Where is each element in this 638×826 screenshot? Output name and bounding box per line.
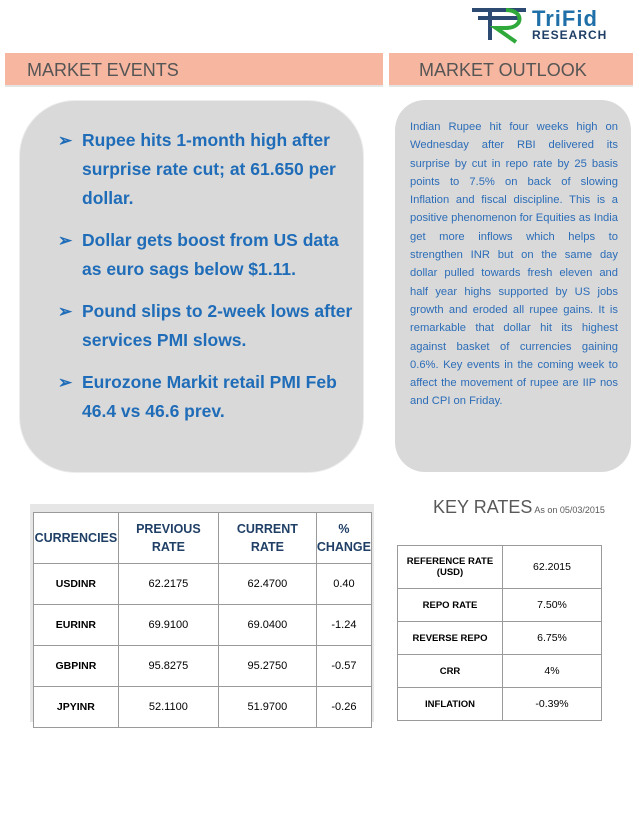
logo-brand-text: TriFid xyxy=(532,6,598,31)
table-cell: EURINR xyxy=(34,605,119,646)
logo-sub-text: RESEARCH xyxy=(532,28,608,42)
market-events-panel xyxy=(20,101,363,472)
rate-label: INFLATION xyxy=(398,688,503,721)
table-cell: 51.9700 xyxy=(218,687,316,728)
column-header: % CHANGE xyxy=(316,513,371,564)
table-cell: 69.0400 xyxy=(218,605,316,646)
currencies-table xyxy=(33,512,372,728)
rate-value: 7.50% xyxy=(503,589,602,622)
table-cell: 69.9100 xyxy=(118,605,218,646)
market-outlook-text: Indian Rupee hit four weeks high on Wednesday after RBI delivered its surprise by cut in repo rate by 25 basis points to 7.5% on back of slowing Inflation and fiscal discipline. This is a positive phenomenon for Equities as India get more inflows which helps to strengthen INR but on the same day dollar pulled towards fresh eleven and half year highs supported by US jobs growth and eroded all rupee gains. It is remarkable that dollar hit its highest against basket of currencies gaining 0.6%. Key events in the coming week to affect the movement of rupee are IIP nos and CPI on Friday. xyxy=(410,121,618,408)
table-cell: USDINR xyxy=(34,564,119,605)
table-cell: JPYINR xyxy=(34,687,119,728)
rate-label: REVERSE REPO xyxy=(398,622,503,655)
list-item xyxy=(58,126,358,213)
column-header: PREVIOUS RATE xyxy=(118,513,218,564)
table-row xyxy=(398,688,602,721)
table-cell: GBPINR xyxy=(34,646,119,687)
table-row xyxy=(34,646,372,687)
event-text: Eurozone Markit retail PMI Feb 46.4 vs 46.6 prev. xyxy=(82,372,337,421)
arrow-bullet-icon: ➢ xyxy=(58,373,73,392)
table-cell: -0.57 xyxy=(316,646,371,687)
table-row xyxy=(34,564,372,605)
column-header: CURRENT RATE xyxy=(218,513,316,564)
market-outlook-header: MARKET OUTLOOK xyxy=(389,53,633,87)
table-cell: 62.2175 xyxy=(118,564,218,605)
rate-value: 6.75% xyxy=(503,622,602,655)
key-rates-date: As on 05/03/2015 xyxy=(534,505,605,515)
table-row xyxy=(398,655,602,688)
table-cell: 95.8275 xyxy=(118,646,218,687)
arrow-bullet-icon: ➢ xyxy=(58,302,73,321)
arrow-bullet-icon: ➢ xyxy=(58,131,73,150)
table-cell: 95.2750 xyxy=(218,646,316,687)
table-row xyxy=(398,622,602,655)
table-row xyxy=(34,605,372,646)
rate-value: 62.2015 xyxy=(503,546,602,589)
table-cell: 0.40 xyxy=(316,564,371,605)
rate-label: REPO RATE xyxy=(398,589,503,622)
table-cell: 52.1100 xyxy=(118,687,218,728)
table-row xyxy=(398,546,602,589)
table-row xyxy=(34,687,372,728)
rate-value: -0.39% xyxy=(503,688,602,721)
arrow-bullet-icon: ➢ xyxy=(58,231,73,250)
key-rates-table xyxy=(397,545,602,721)
column-header: CURRENCIES xyxy=(34,513,119,564)
list-item xyxy=(58,297,358,355)
table-header-row xyxy=(34,513,372,564)
key-rates-title xyxy=(433,497,605,518)
market-outlook-panel xyxy=(395,100,631,472)
event-text: Pound slips to 2-week lows after services PMI slows. xyxy=(82,301,353,350)
event-text: Dollar gets boost from US data as euro sags below $1.11. xyxy=(82,230,339,279)
event-text: Rupee hits 1-month high after surprise rate cut; at 61.650 per dollar. xyxy=(82,130,336,208)
table-cell: -0.26 xyxy=(316,687,371,728)
rate-label: REFERENCE RATE (USD) xyxy=(398,546,503,589)
rate-label: CRR xyxy=(398,655,503,688)
rupee-logo-icon xyxy=(470,4,532,44)
key-rates-heading: KEY RATES xyxy=(433,497,533,517)
table-row xyxy=(398,589,602,622)
currencies-table-container xyxy=(30,504,374,722)
list-item xyxy=(58,368,358,426)
table-cell: -1.24 xyxy=(316,605,371,646)
table-cell: 62.4700 xyxy=(218,564,316,605)
trifid-logo xyxy=(470,4,620,44)
market-events-header: MARKET EVENTS xyxy=(5,53,383,87)
rate-value: 4% xyxy=(503,655,602,688)
list-item xyxy=(58,226,358,284)
market-events-list xyxy=(58,126,358,439)
